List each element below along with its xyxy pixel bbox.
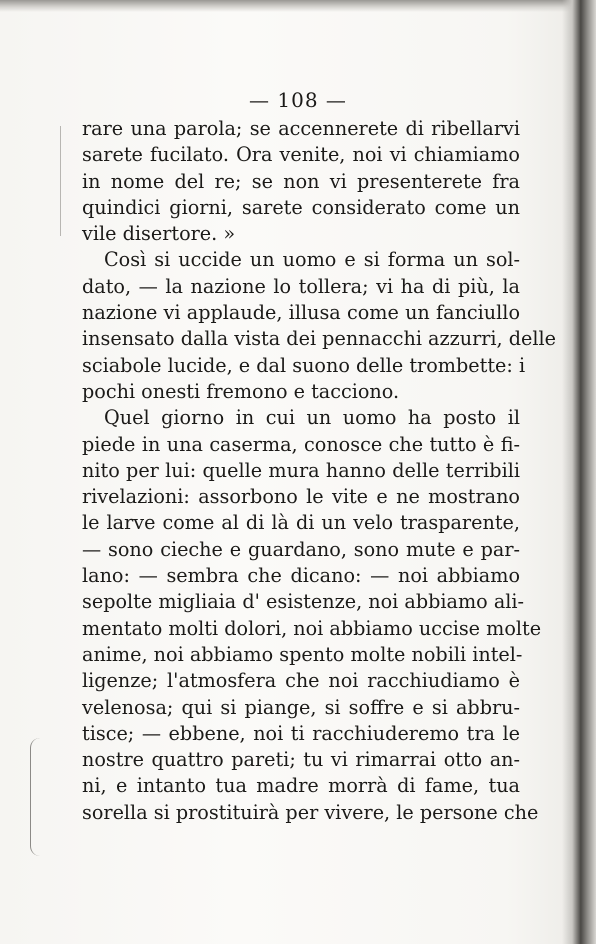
text-line: nostre quattro pareti; tu vi rimarrai otto an- [82,748,520,772]
text-line: pochi onesti fremono e tacciono. [82,379,400,403]
text-line: sciabole lucide, e dal suono delle trombette: i [82,353,526,377]
text-line: insensato dalla vista dei pennacchi azzurri, delle [82,327,557,351]
text-line: vile disertore. » [82,222,236,246]
text-line: velenosa; qui si piange, si soffre e si abbru- [82,695,520,719]
text-line: piede in una caserma, conosce che tutto è fi- [82,432,520,456]
binding-gutter-shadow [562,0,596,944]
text-line: Quel giorno in cui un uomo ha posto il [104,406,520,430]
text-line: lano: — sembra che dicano: — noi abbiamo [82,564,520,588]
text-line: le larve come al di là di un velo trasparente, [82,511,520,535]
text-line: sorella si prostituirà per vivere, le persone che [82,800,539,824]
text-line: tisce; — ebbene, noi ti racchiuderemo tra le [82,721,520,745]
body-text [82,116,557,826]
page-top-edge [0,0,596,12]
text-line: nito per lui: quelle mura hanno delle terribili [82,458,520,482]
text-line: rare una parola; se accennerete di ribellarvi [82,117,520,140]
text-line: in nome del re; se non vi presenterete fra [82,169,520,193]
text-line: sepolte migliaia d' esistenze, noi abbiamo ali- [82,590,525,614]
text-line: nazione vi applaude, illusa come un fanciullo [82,301,520,325]
text-line: mentato molti dolori, noi abbiamo uccise molte [82,616,542,640]
page-number: — 108 — [249,88,347,112]
pencil-margin-bracket [30,738,43,856]
text-line: anime, noi abbiamo spento molte nobili intel- [82,642,523,666]
text-line: Così si uccide un uomo e si forma un sol- [104,248,520,272]
text-line: dato, — la nazione lo tollera; vi ha di più, la [82,274,520,298]
text-line: rivelazioni: assorbono le vite e ne mostrano [82,485,520,509]
margin-mark [60,126,61,236]
text-line: sarete fucilato. Ora venite, noi vi chiamiamo [82,143,520,167]
text-line: ni, e intanto tua madre morrà di fame, tua [82,774,520,798]
text-line: ligenze; l'atmosfera che noi racchiudiamo è [82,669,520,693]
text-line: quindici giorni, sarete considerato come un [82,195,520,219]
text-line: — sono cieche e guardano, sono mute e par- [82,537,520,561]
